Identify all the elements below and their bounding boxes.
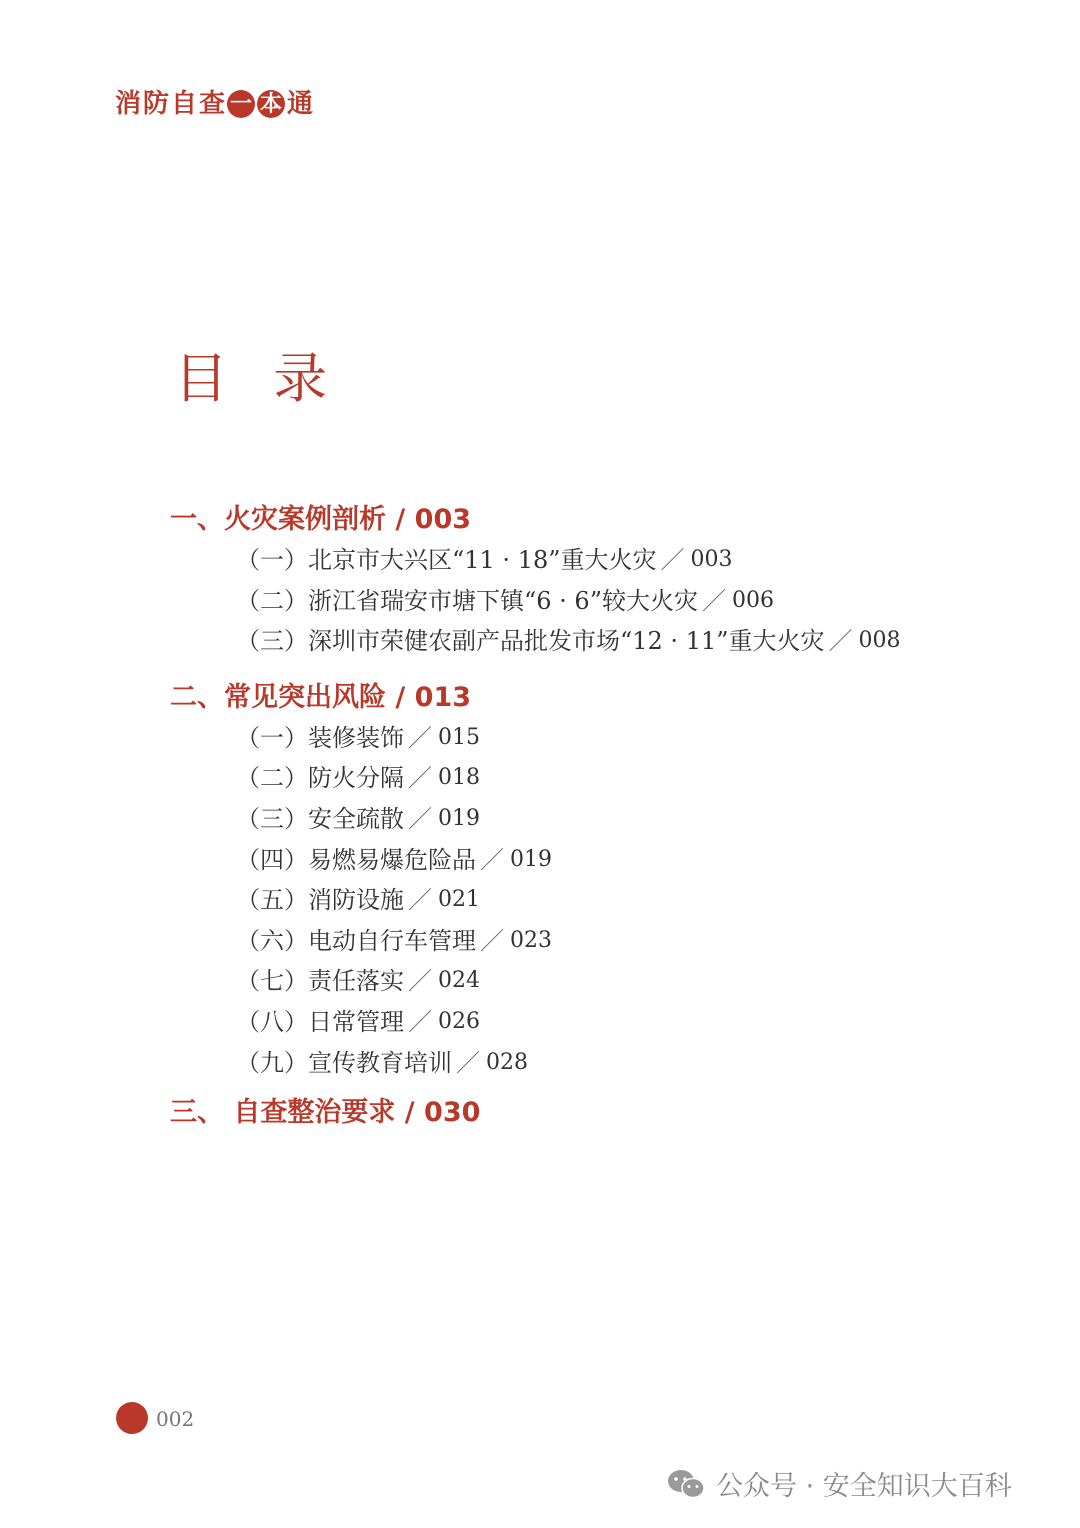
page-title: 目 录 [174, 347, 342, 410]
brand-char-circled: 一 [227, 90, 255, 118]
toc-entry-separator: ／ [408, 804, 432, 833]
toc-entry[interactable] [236, 921, 1030, 962]
toc-entry-page: 018 [438, 765, 480, 791]
watermark-text: 公众号 · 安全知识大百科 [716, 1471, 1012, 1502]
toc-entry[interactable] [236, 961, 1030, 1002]
toc-entry-title: 易燃易爆危险品 [308, 845, 476, 874]
toc-entry-separator: ／ [408, 764, 432, 793]
toc-entry[interactable] [236, 840, 1030, 881]
toc-entry-title: 浙江省瑞安市塘下镇“6 · 6”较大火灾 [308, 586, 698, 615]
toc-entry[interactable] [236, 621, 1030, 662]
toc-entry-number: （六） [236, 926, 308, 955]
page-number: 002 [156, 1407, 195, 1431]
toc-entry-number: （三） [236, 804, 308, 833]
toc-entry[interactable] [236, 1043, 1030, 1084]
toc-entry-page: 021 [438, 887, 480, 913]
toc-entry-number: （四） [236, 845, 308, 874]
toc-entry-number: （二） [236, 764, 308, 793]
toc-entry[interactable] [236, 799, 1030, 840]
toc-entry-number: （八） [236, 1007, 308, 1036]
toc-entry-page: 023 [510, 927, 552, 953]
toc-entry[interactable] [236, 718, 1030, 759]
table-of-contents [170, 500, 1030, 1133]
toc-section-heading[interactable]: 二、常见突出风险 / 013 [170, 681, 472, 713]
toc-entry-page: 015 [438, 724, 480, 750]
toc-entry-page: 019 [438, 805, 480, 831]
toc-entry-separator: ／ [408, 723, 432, 752]
brand-char-circled: 本 [257, 90, 285, 118]
brand-char: 自 [170, 89, 197, 119]
toc-entry-separator: ／ [408, 1007, 432, 1036]
toc-entry-separator: ／ [480, 926, 504, 955]
toc-entry[interactable] [236, 1002, 1030, 1043]
brand-char: 通 [286, 89, 313, 119]
toc-entry-title: 装修装饰 [308, 723, 404, 752]
toc-section-heading[interactable]: 一、火灾案例剖析 / 003 [170, 504, 472, 535]
toc-entry-page: 019 [510, 846, 552, 872]
toc-entry-title: 责任落实 [308, 967, 404, 996]
toc-entry-title: 北京市大兴区“11 · 18”重大火灾 [308, 546, 657, 574]
toc-entry-page: 006 [731, 587, 774, 613]
toc-entry-page: 003 [690, 547, 733, 572]
toc-entry-separator: ／ [701, 586, 726, 615]
toc-entry-page: 024 [438, 968, 480, 994]
brand-char: 查 [198, 89, 225, 119]
toc-entry-separator: ／ [480, 845, 504, 874]
toc-entry-number: （三） [236, 627, 308, 656]
brand-logo [114, 88, 314, 120]
toc-entry-number: （一） [236, 723, 308, 752]
page-marker-dot [116, 1402, 148, 1434]
toc-entry-separator: ／ [456, 1048, 480, 1077]
toc-section-heading[interactable]: 三、 自查整治要求 / 030 [170, 1097, 481, 1129]
toc-entry-separator: ／ [408, 886, 432, 915]
wechat-icon [666, 1468, 706, 1500]
toc-entry-separator: ／ [828, 627, 853, 656]
brand-char: 消 [114, 89, 141, 119]
toc-entry-title: 安全疏散 [308, 804, 404, 833]
toc-entry-title: 日常管理 [308, 1007, 404, 1036]
toc-entry[interactable] [236, 581, 1030, 622]
toc-entry-number: （一） [236, 546, 308, 574]
toc-entry-number: （七） [236, 967, 308, 996]
brand-char: 防 [142, 89, 169, 119]
toc-entry-title: 消防设施 [308, 886, 404, 915]
toc-entry-title: 电动自行车管理 [308, 926, 476, 955]
toc-entry-separator: ／ [408, 967, 432, 996]
toc-entry[interactable] [236, 540, 1030, 581]
toc-entry-title: 深圳市荣健农副产品批发市场“12 · 11”重大火灾 [308, 627, 825, 656]
toc-entry[interactable] [236, 758, 1030, 799]
toc-entry-separator: ／ [660, 546, 685, 574]
toc-entry-page: 026 [438, 1008, 480, 1034]
toc-entry-page: 008 [858, 628, 901, 654]
toc-entry-number: （二） [236, 586, 308, 615]
toc-entry-page: 028 [486, 1049, 528, 1075]
watermark [666, 1464, 1012, 1503]
toc-entry-title: 宣传教育培训 [308, 1048, 452, 1077]
toc-entry-number: （九） [236, 1048, 308, 1077]
toc-entry[interactable] [236, 880, 1030, 921]
toc-entry-title: 防火分隔 [308, 764, 404, 793]
toc-entry-number: （五） [236, 886, 308, 915]
